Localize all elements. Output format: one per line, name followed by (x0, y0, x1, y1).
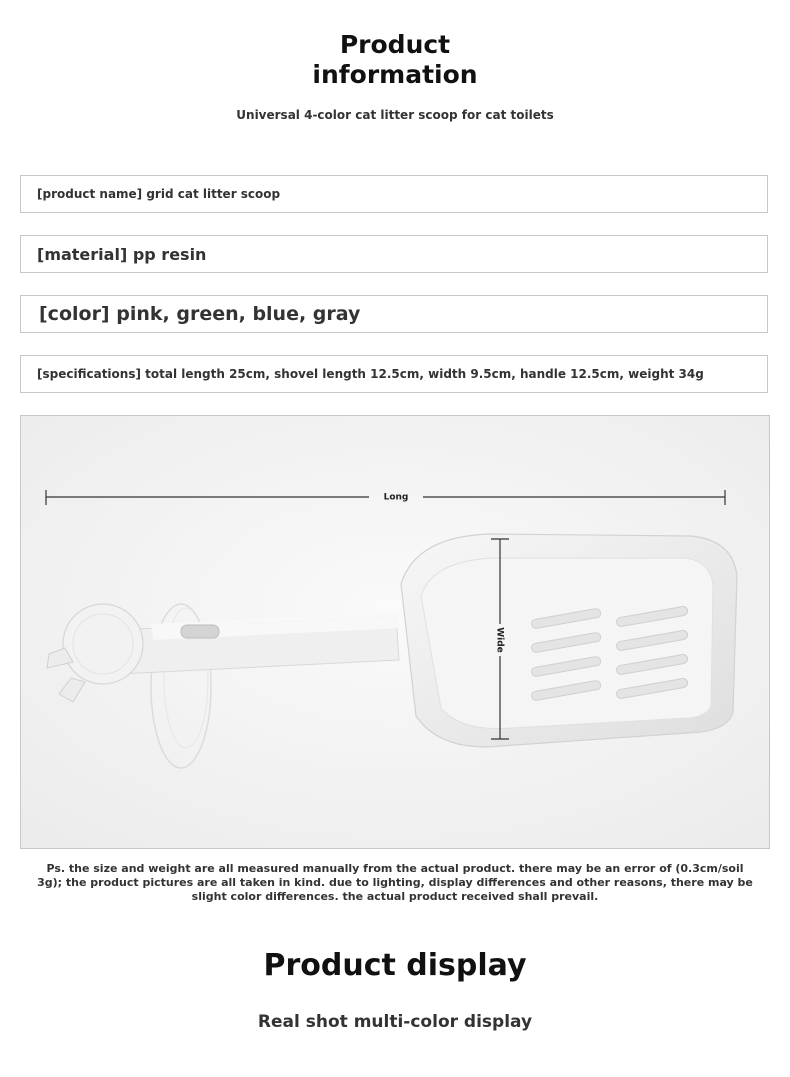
spec-color: [color] pink, green, blue, gray (20, 295, 768, 333)
spec-dimensions: [specifications] total length 25cm, shovel length 12.5cm, width 9.5cm, handle 12.5cm, weight 34g (20, 355, 768, 393)
product-subtitle: Universal 4-color cat litter scoop for cat toilets (236, 108, 554, 122)
product-display-title: Product display (263, 948, 527, 983)
product-photo (20, 415, 770, 849)
spec-product-name: [product name] grid cat litter scoop (20, 175, 768, 213)
spec-material: [material] pp resin (20, 235, 768, 273)
disclaimer-text: Ps. the size and weight are all measured manually from the actual product. there may be an error of (0.3cm/soil 3g); the product pictures are all taken in kind. due to lighting, display differences and other reasons, there may be slight color differences. the actual product received shall prevail. (37, 862, 753, 903)
wide-label: Wide (494, 627, 505, 653)
product-information-title (0, 30, 790, 90)
long-label: Long (383, 492, 409, 503)
title-line-1: Product (339, 30, 451, 59)
litter-scoop-illustration (21, 416, 769, 848)
product-display-subtitle: Real shot multi-color display (257, 1012, 533, 1032)
title-line-2: information (312, 60, 478, 89)
